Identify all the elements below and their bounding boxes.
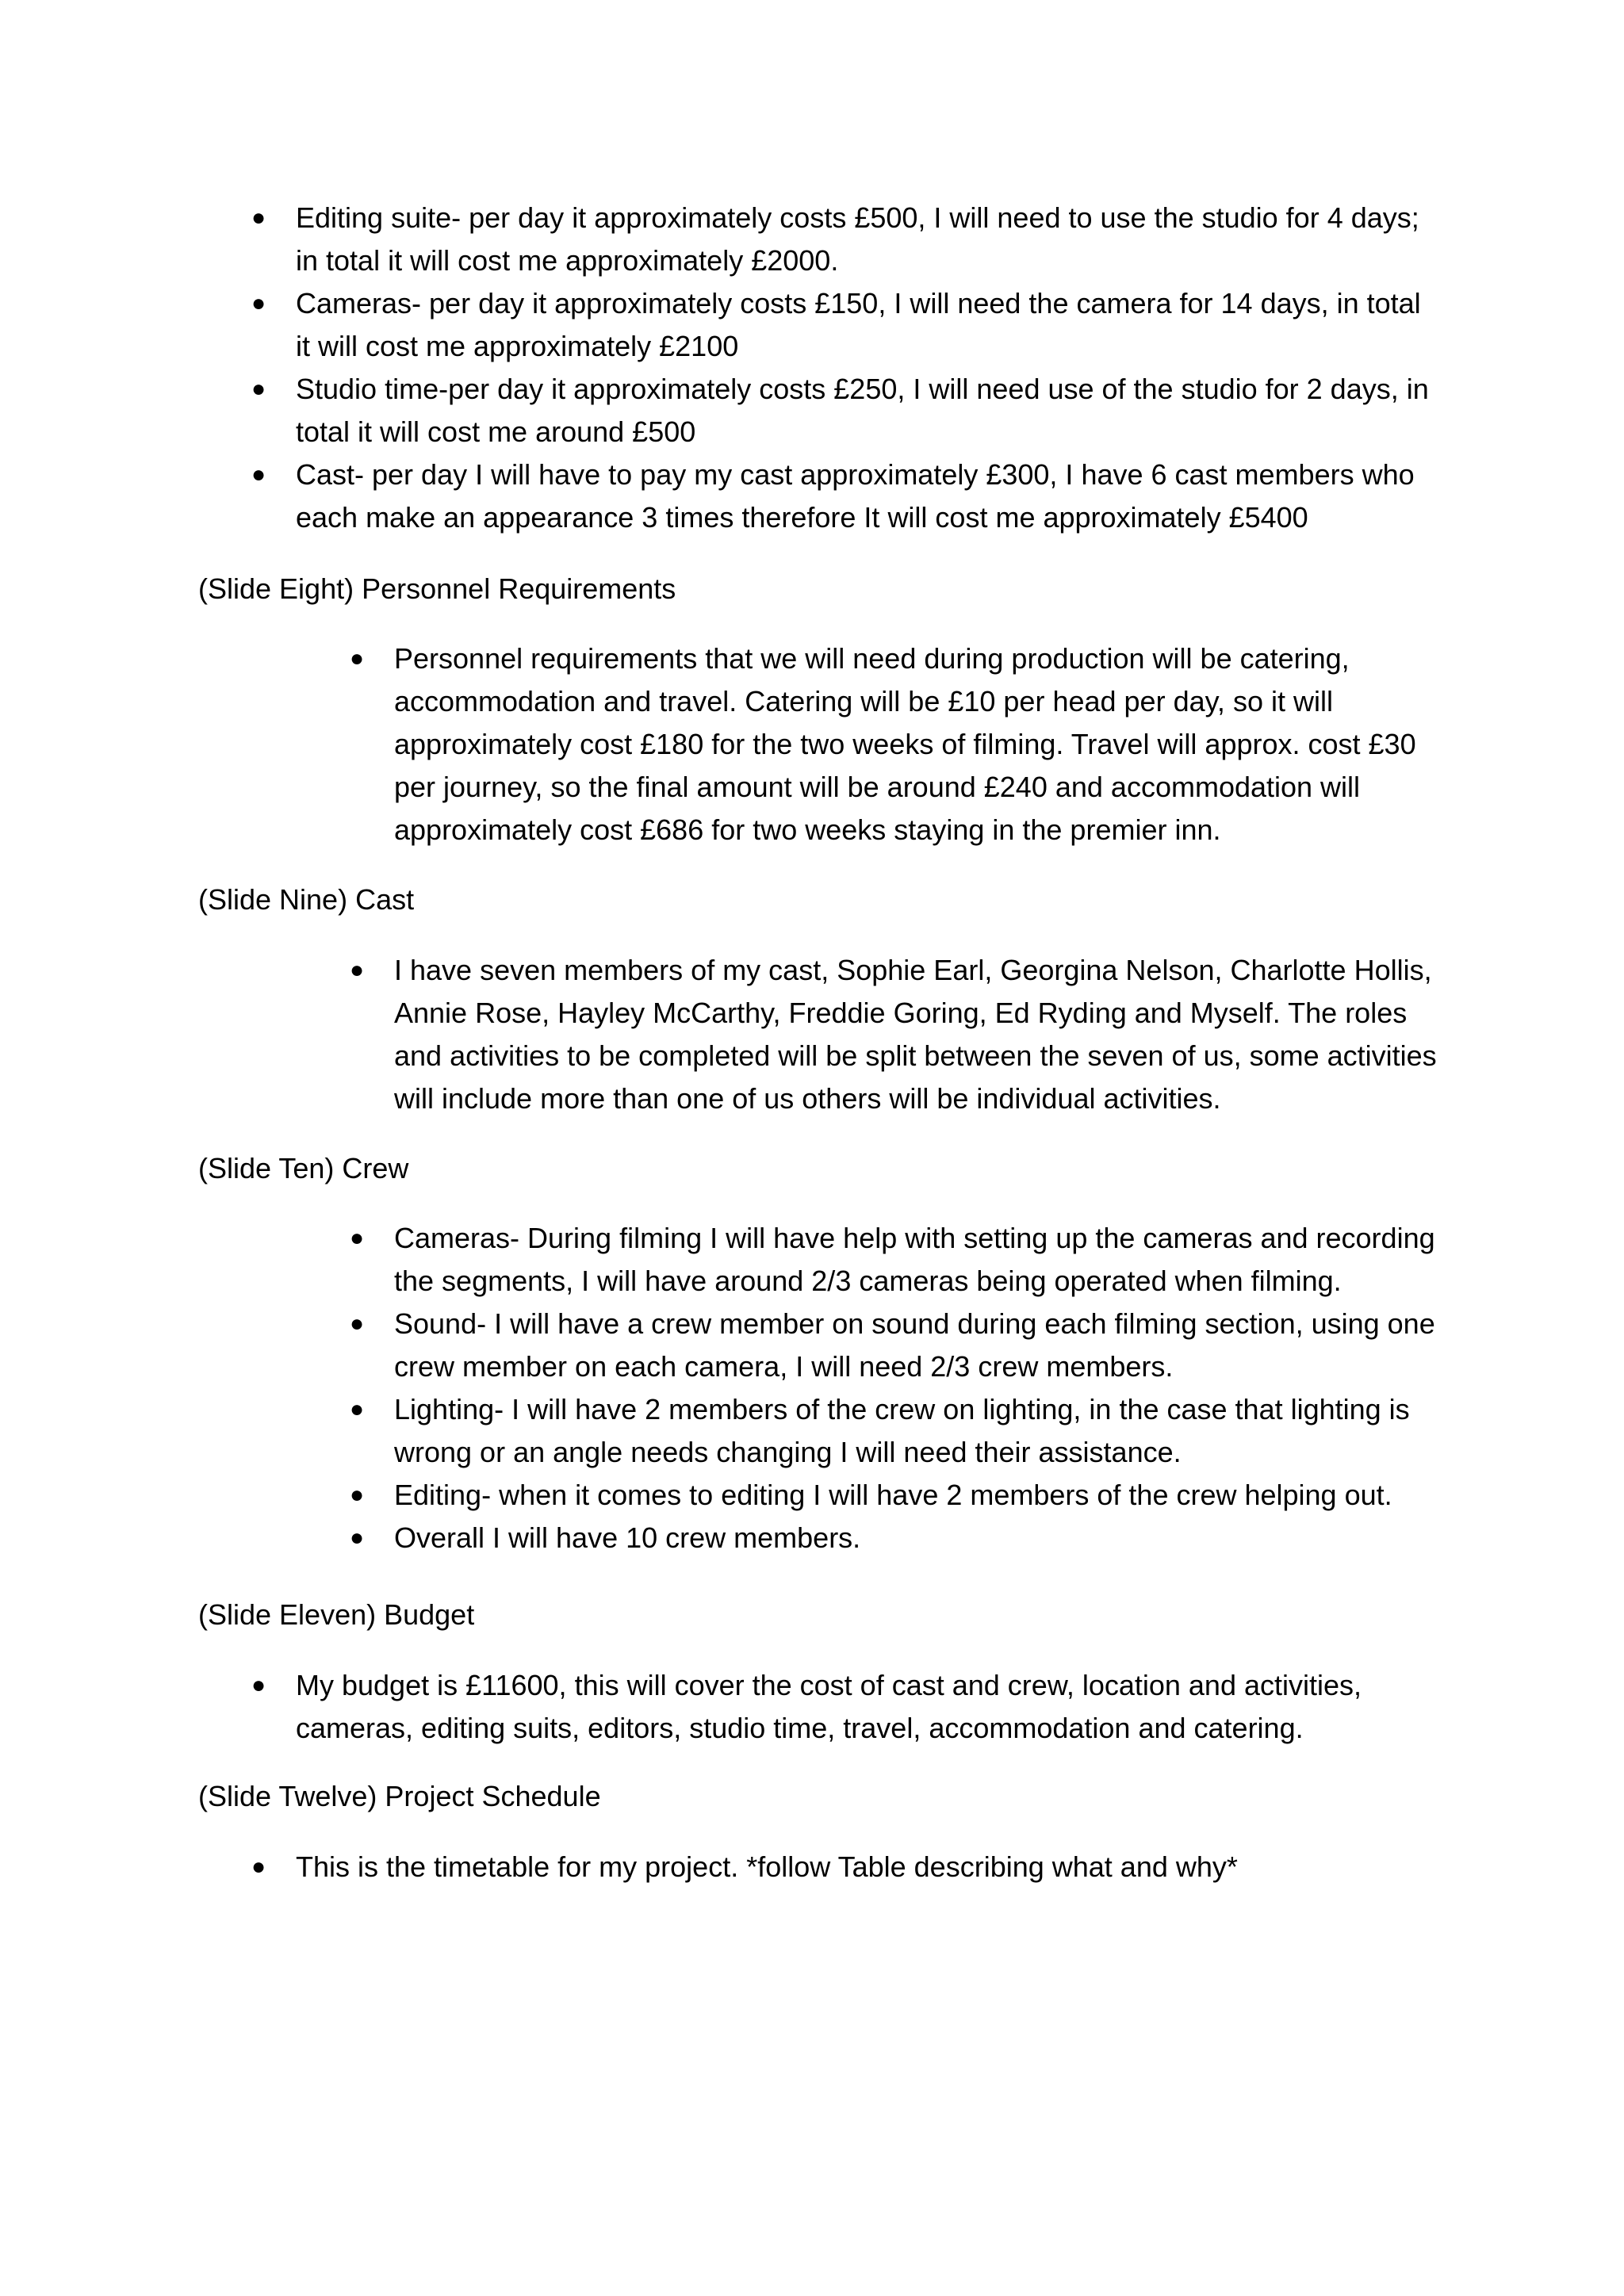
cost-items-list [251, 197, 1438, 539]
list-item-text: Overall I will have 10 crew members. [394, 1521, 861, 1554]
list-item [251, 197, 1438, 282]
section-heading-crew: (Slide Ten) Crew [198, 1152, 409, 1184]
schedule-list [251, 1846, 1438, 1888]
list-item [349, 1517, 1441, 1559]
bullet-icon: ● [251, 1672, 266, 1698]
list-item [349, 1217, 1441, 1303]
bullet-icon: ● [349, 1482, 365, 1508]
list-item-text: I have seven members of my cast, Sophie Earl, Georgina Nelson, Charlotte Hollis, Annie Rose, Hayley McCarthy, Freddie Goring, Ed Ryding and Myself. The roles and activities to be completed will be split between the seven of us, some activities will include more than one of us others will be individual activities. [394, 954, 1437, 1115]
list-item-text: Editing- when it comes to editing I will have 2 members of the crew helping out. [394, 1479, 1392, 1511]
section-heading-schedule: (Slide Twelve) Project Schedule [198, 1780, 601, 1812]
bullet-icon: ● [251, 461, 266, 488]
list-item-text: Personnel requirements that we will need during production will be catering, accommodation and travel. Catering will be £10 per head per day, so it will approximately cost £180 for the two weeks of filming. Travel will approx. cost £30 per journey, so the final amount will be around £240 and accommodation will approximately cost £686 for two weeks staying in the premier inn. [394, 642, 1416, 846]
list-item [349, 949, 1441, 1120]
list-item-text: Cast- per day I will have to pay my cast approximately £300, I have 6 cast members who each make an appearance 3 times therefore It will cost me approximately £5400 [296, 458, 1415, 534]
list-item-text: Cameras- During filming I will have help with setting up the cameras and recording the segments, I will have around 2/3 cameras being operated when filming. [394, 1222, 1435, 1297]
list-item [251, 368, 1438, 453]
bullet-icon: ● [251, 205, 266, 231]
list-item [251, 282, 1438, 368]
list-item-text: Lighting- I will have 2 members of the crew on lighting, in the case that lighting is wrong or an angle needs changing I will need their assistance. [394, 1393, 1410, 1468]
section-heading-personnel: (Slide Eight) Personnel Requirements [198, 572, 676, 605]
personnel-list [349, 637, 1425, 851]
bullet-icon: ● [251, 1854, 266, 1880]
bullet-icon: ● [349, 1311, 365, 1337]
list-item [349, 1474, 1441, 1517]
section-heading-cast: (Slide Nine) Cast [198, 883, 415, 916]
bullet-icon: ● [251, 376, 266, 402]
list-item-text: Studio time-per day it approximately costs £250, I will need use of the studio for 2 days, in total it will cost me around £500 [296, 373, 1429, 448]
list-item-text: Sound- I will have a crew member on sound during each filming section, using one crew member on each camera, I will need 2/3 crew members. [394, 1307, 1435, 1383]
list-item [251, 1664, 1438, 1750]
bullet-icon: ● [349, 1225, 365, 1251]
list-item-text: Editing suite- per day it approximately costs £500, I will need to use the studio for 4 days; in total it will cost me approximately £2000. [296, 201, 1419, 277]
list-item-text: My budget is £11600, this will cover the cost of cast and crew, location and activities, cameras, editing suits, editors, studio time, travel, accommodation and catering. [296, 1669, 1362, 1744]
cast-list [349, 949, 1441, 1120]
list-item [349, 637, 1425, 851]
list-item [349, 1303, 1441, 1388]
section-heading-budget: (Slide Eleven) Budget [198, 1598, 475, 1631]
list-item [251, 1846, 1438, 1888]
list-item [251, 453, 1438, 539]
bullet-icon: ● [349, 1525, 365, 1551]
bullet-icon: ● [349, 1396, 365, 1422]
bullet-icon: ● [251, 290, 266, 316]
crew-list [349, 1217, 1441, 1559]
list-item-text: Cameras- per day it approximately costs £150, I will need the camera for 14 days, in total it will cost me approximately £2100 [296, 287, 1421, 362]
bullet-icon: ● [349, 645, 365, 672]
budget-list [251, 1664, 1438, 1750]
list-item [349, 1388, 1441, 1474]
list-item-text: This is the timetable for my project. *follow Table describing what and why* [296, 1850, 1238, 1883]
bullet-icon: ● [349, 957, 365, 983]
